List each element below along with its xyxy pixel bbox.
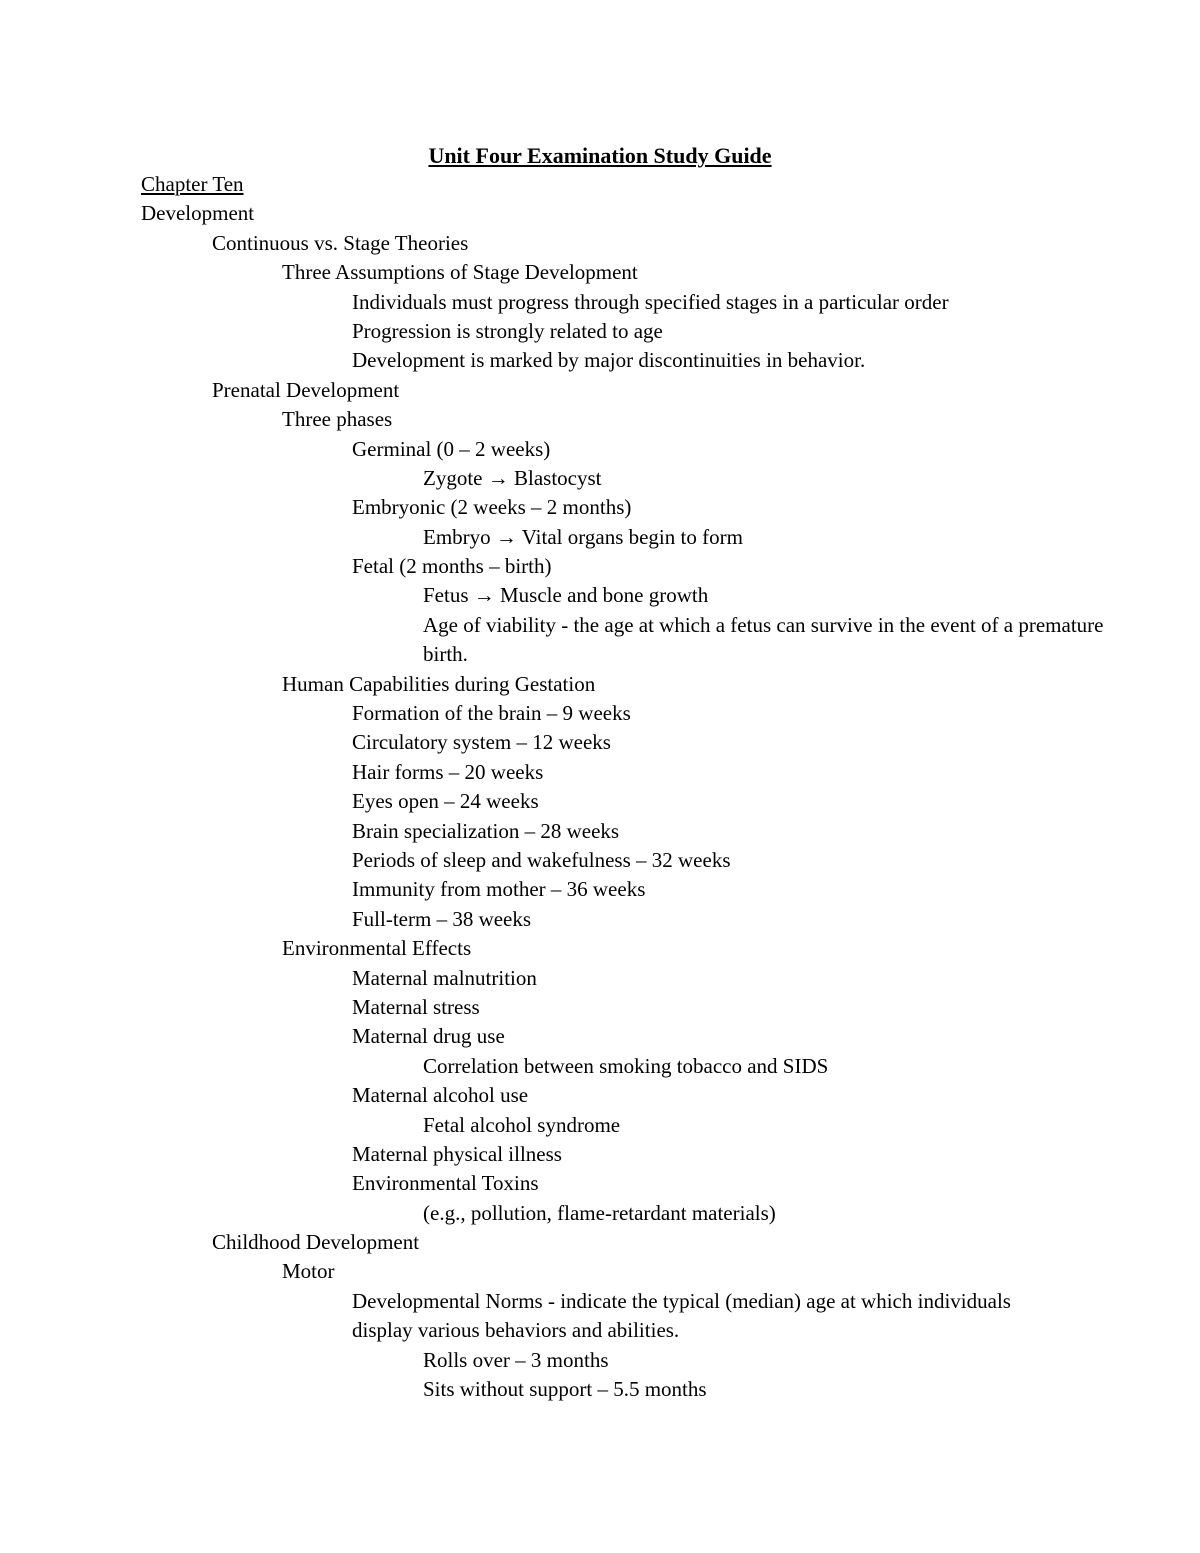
outline-item-level-4: Age of viability - the age at which a fetus can survive in the event of a premature birth. [423, 612, 1104, 667]
chapter-heading: Chapter Ten [141, 172, 244, 196]
outline-item-level-3: Development is marked by major discontinuities in behavior. [352, 348, 866, 373]
outline-item-level-3: Full-term – 38 weeks [352, 906, 532, 931]
outline-item-level-3: Maternal alcohol use [352, 1083, 529, 1108]
outline-item-level-3: Fetal (2 months – birth) [352, 554, 552, 579]
outline-item-level-2: Three phases [282, 407, 393, 432]
outline-item-level-3: Maternal stress [352, 994, 480, 1019]
outline-item-level-3: Germinal (0 – 2 weeks) [352, 436, 551, 461]
outline-item-level-3: Maternal physical illness [352, 1141, 562, 1166]
outline-item-level-3: Progression is strongly related to age [352, 318, 663, 343]
outline-item-level-4: (e.g., pollution, flame-retardant materials) [423, 1200, 776, 1225]
outline-item-level-3: Maternal malnutrition [352, 965, 537, 990]
outline-item-level-2: Three Assumptions of Stage Development [282, 260, 638, 285]
outline-item-level-1: Prenatal Development [212, 377, 400, 402]
outline-item-level-3: Embryonic (2 weeks – 2 months) [352, 495, 632, 520]
outline-item-level-3: Circulatory system – 12 weeks [352, 730, 611, 755]
outline-item-level-1: Continuous vs. Stage Theories [212, 230, 469, 255]
outline-item-level-2: Human Capabilities during Gestation [282, 671, 596, 696]
outline-item-level-3: Environmental Toxins [352, 1171, 539, 1196]
outline-item-level-4: Rolls over – 3 months [423, 1347, 609, 1372]
outline-item-level-3: Formation of the brain – 9 weeks [352, 701, 631, 726]
outline-item-level-3: Periods of sleep and wakefulness – 32 weeks [352, 848, 731, 873]
outline-item-level-2: Environmental Effects [282, 936, 472, 961]
outline-item-level-4: Sits without support – 5.5 months [423, 1377, 707, 1402]
outline-item-level-3: Hair forms – 20 weeks [352, 759, 544, 784]
outline-item-level-4: Fetus → Muscle and bone growth [423, 583, 709, 608]
outline-item-level-3: Immunity from mother – 36 weeks [352, 877, 646, 902]
outline-item-level-1: Childhood Development [212, 1230, 420, 1255]
study-guide-outline [141, 170, 1104, 1404]
outline-item-level-4: Zygote → Blastocyst [423, 465, 602, 490]
outline-item-level-4: Correlation between smoking tobacco and SIDS [423, 1053, 829, 1078]
outline-item-level-3: Brain specialization – 28 weeks [352, 818, 620, 843]
outline-item-level-2: Motor [282, 1259, 335, 1284]
outline-item-level-4: Embryo → Vital organs begin to form [423, 524, 743, 549]
outline-item-level-3: Developmental Norms - indicate the typical (median) age at which individuals display various behaviors and abilities. [352, 1288, 1011, 1343]
outline-item-level-4: Fetal alcohol syndrome [423, 1112, 621, 1137]
outline-item-level-0: Development [141, 201, 255, 226]
outline-item-level-3: Maternal drug use [352, 1024, 505, 1049]
outline-item-level-3: Eyes open – 24 weeks [352, 789, 539, 814]
document-title: Unit Four Examination Study Guide [428, 143, 772, 168]
outline-item-level-3: Individuals must progress through specified stages in a particular order [352, 289, 949, 314]
